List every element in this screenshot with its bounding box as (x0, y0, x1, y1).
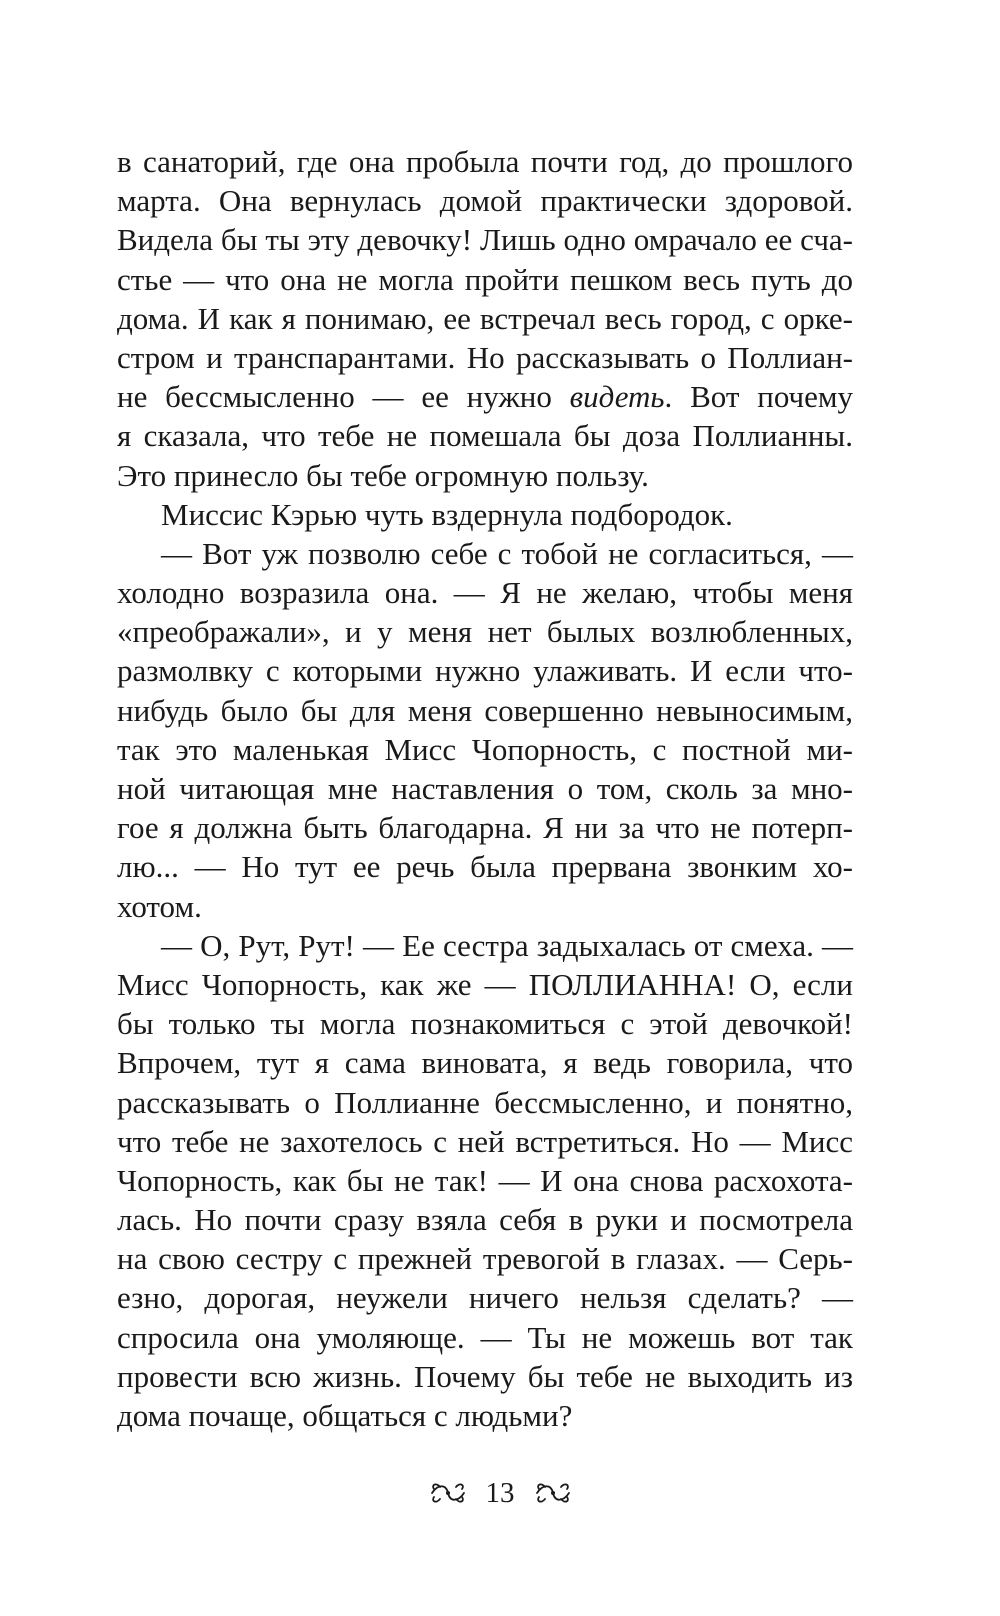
right-flourish-icon (533, 1480, 573, 1506)
text-run: не бессмысленно — ее нужно (117, 379, 552, 415)
text-line: гое я должна быть благодарна. Я ни за что не потерп- (117, 810, 853, 846)
text-line: так это маленькая Мисс Чопорность, с постной ми- (117, 731, 853, 767)
text-line: стье — что она не могла пройти пешком весь путь до (117, 261, 853, 297)
text-line: марта. Она вернулась домой практически здоровой. (117, 183, 853, 219)
text-line: Миссис Кэрью чуть вздернула подбородок. (161, 496, 733, 532)
text-line: «преображали», и у меня нет былых возлюбленных, (117, 614, 853, 650)
body-text (117, 142, 853, 1435)
text-line: ной читающая мне наставления о том, сколь за мно- (117, 771, 853, 806)
text-line: нибудь было бы для меня совершенно невыносимым, (117, 692, 853, 728)
text-line: спросила она умоляюще. — Ты не можешь вот так (117, 1319, 853, 1355)
text-line: на свою сестру с прежней тревогой в глазах. — Серь- (117, 1241, 853, 1277)
text-line: холодно возразила она. — Я не желаю, чтобы меня (117, 575, 853, 611)
text-line: хотом. (117, 888, 202, 924)
text-line: Это принесло бы тебе огромную пользу. (117, 457, 649, 493)
page-footer (0, 1473, 1000, 1513)
text-line: бы только ты могла познакомиться с этой девочкой! (117, 1006, 853, 1042)
text-line: стром и транспарантами. Но рассказывать о Поллиан- (117, 339, 853, 375)
text-line: размолвку с которыми нужно улаживать. И если что- (117, 653, 853, 689)
text-line: дома почаще, общаться с людьми? (117, 1398, 573, 1433)
page-number: 13 (485, 1477, 515, 1509)
left-flourish-icon (428, 1480, 468, 1506)
text-line: в санаторий, где она пробыла почти год, до прошлого (117, 144, 853, 179)
text-line: дома. И как я понимаю, ее встречал весь город, с орке- (117, 300, 853, 336)
text-line: я сказала, что тебе не помешала бы доза Поллианны. (117, 418, 853, 454)
text-line: Видела бы ты эту девочку! Лишь одно омрачало ее сча- (117, 222, 853, 258)
text-line: — О, Рут, Рут! — Ее сестра задыхалась от смеха. — (161, 927, 853, 963)
text-line: езно, дорогая, неужели ничего нельзя сделать? — (117, 1280, 853, 1316)
text-line: лась. Но почти сразу взяла себя в руки и посмотрела (117, 1202, 853, 1238)
text-line: рассказывать о Поллианне бессмысленно, и понятно, (117, 1084, 853, 1120)
text-line: Чопорность, как бы не так! — И она снова расхохота- (117, 1162, 853, 1198)
text-run: . Вот почему (664, 379, 853, 415)
text-line: лю... — Но тут ее речь была прервана звонким хо- (117, 849, 853, 885)
text-line: что тебе не захотелось с ней встретиться. Но — Мисс (117, 1123, 853, 1159)
italic-emphasis: видеть (569, 379, 665, 415)
text-line (117, 377, 853, 416)
text-line: провести всю жизнь. Почему бы тебе не выходить из (117, 1358, 853, 1394)
text-line: Мисс Чопорность, как же — ПОЛЛИАННА! О, если (117, 966, 853, 1002)
text-line: — Вот уж позволю себе с тобой не согласиться, — (161, 535, 853, 571)
text-line: Впрочем, тут я сама виновата, я ведь говорила, что (117, 1045, 853, 1081)
